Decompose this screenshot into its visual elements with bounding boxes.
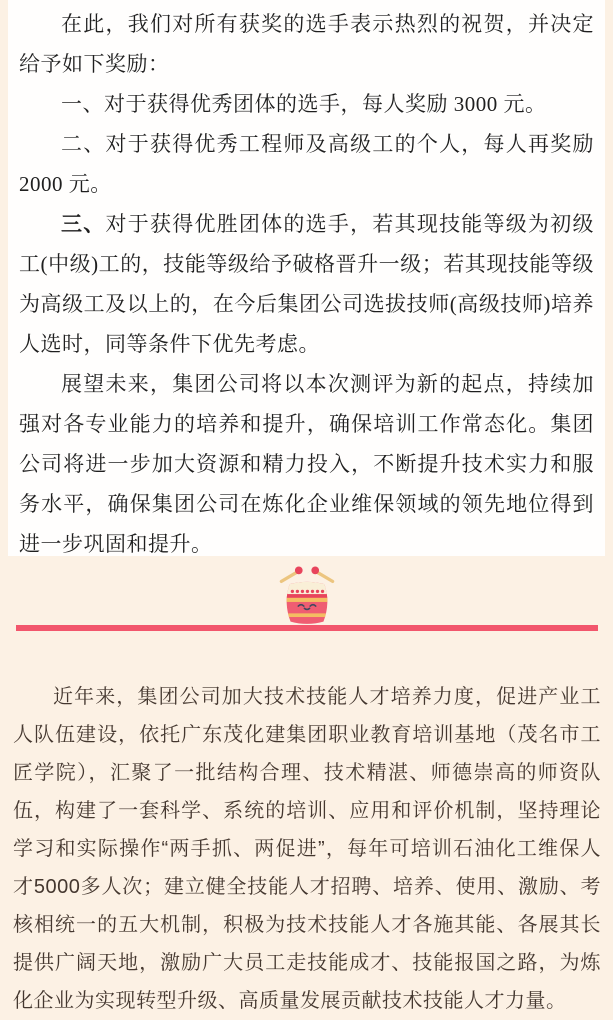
award-item-2: 二、对于获得优秀工程师及高级工的个人，每人再奖励 2000 元。 — [19, 132, 594, 196]
award-item-3 — [19, 204, 594, 364]
outlook-paragraph: 展望未来，集团公司将以本次测评为新的起点，持续加强对各专业能力的培养和提升，确保培训工作常态化。集团公司将进一步加大资源和精力投入，不断提升技术实力和服务水平，确保集团公司在炼化企业维保领域的领先地位得到进一步巩固和提升。 — [19, 372, 594, 556]
award-announcement-card — [8, 0, 605, 556]
drum-icon — [274, 564, 340, 628]
award-item-1: 一、对于获得优秀团体的选手，每人奖励 3000 元。 — [61, 92, 547, 116]
award-item-3-text: 对于获得优胜团体的选手，若其现技能等级为初级工(中级)工的，技能等级给予破格晋升一级；若其现技能等级为高级工及以上的，在今后集团公司选拔技师(高级技师)培养人选时，同等条件下优先考虑。 — [19, 212, 595, 356]
talent-section — [13, 678, 601, 1020]
award-item-3-number: 三、 — [61, 212, 106, 236]
congrats-paragraph: 在此，我们对所有获奖的选手表示热烈的祝贺，并决定给予如下奖励： — [19, 12, 594, 76]
section-divider — [0, 556, 613, 680]
divider-line — [16, 625, 598, 631]
talent-paragraph: 近年来，集团公司加大技术技能人才培养力度，促进产业工人队伍建设，依托广东茂化建集团职业教育培训基地（茂名市工匠学院），汇聚了一批结构合理、技术精湛、师德崇高的师资队伍，构建了一套科学、系统的培训、应用和评价机制，坚持理论学习和实际操作“两手抓、两促进”，每年可培训石油化工维保人才5000多人次；建立健全技能人才招聘、培养、使用、激励、考核相统一的五大机制，积极为技术技能人才各施其能、各展其长提供广阔天地，激励广大员工走技能成才、技能报国之路，为炼化企业为实现转型升级、高质量发展贡献技术技能人才力量。 — [13, 686, 601, 1012]
